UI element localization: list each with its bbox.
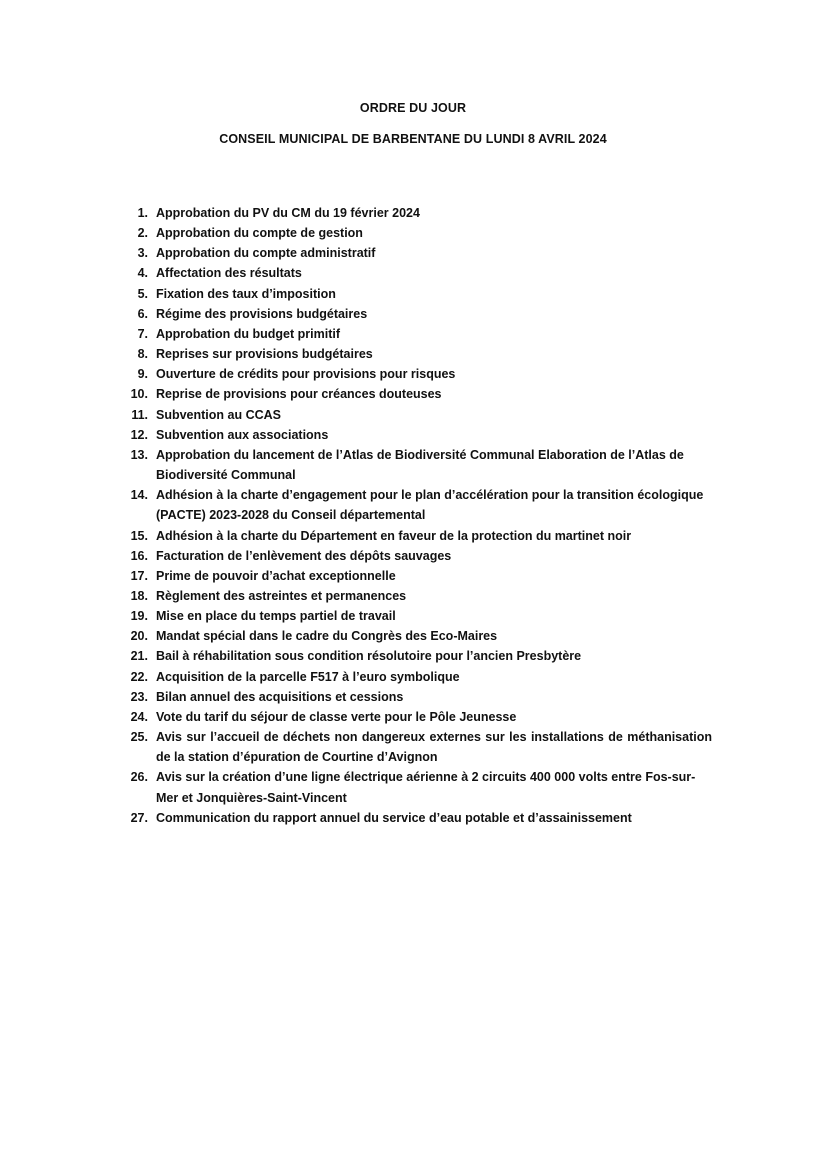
item-number: 24. bbox=[130, 709, 148, 724]
item-number: 22. bbox=[130, 669, 148, 684]
item-number: 7. bbox=[137, 326, 148, 341]
agenda-item bbox=[120, 405, 712, 425]
document-subtitle: CONSEIL MUNICIPAL DE BARBENTANE DU LUNDI 8 AVRIL 2024 bbox=[219, 132, 607, 146]
item-number: 12. bbox=[130, 427, 148, 442]
agenda-item bbox=[120, 566, 712, 586]
agenda-item bbox=[120, 606, 712, 626]
agenda-item bbox=[120, 324, 712, 344]
item-text: Mandat spécial dans le cadre du Congrès des Eco-Maires bbox=[156, 629, 498, 644]
item-number: 5. bbox=[137, 286, 148, 301]
agenda-item bbox=[120, 384, 712, 404]
agenda-item bbox=[120, 243, 712, 263]
item-text: Approbation du budget primitif bbox=[156, 326, 340, 341]
agenda-item bbox=[120, 304, 712, 324]
item-number: 27. bbox=[130, 810, 148, 825]
item-number: 3. bbox=[137, 246, 148, 261]
agenda-item bbox=[120, 425, 712, 445]
item-text: Ouverture de crédits pour provisions pour risques bbox=[156, 367, 456, 382]
item-text: Mise en place du temps partiel de travail bbox=[156, 609, 396, 624]
item-number: 19. bbox=[130, 609, 148, 624]
item-number: 11. bbox=[131, 407, 148, 422]
item-number: 10. bbox=[130, 387, 148, 402]
item-text: Facturation de l’enlèvement des dépôts sauvages bbox=[156, 548, 452, 563]
item-text: Acquisition de la parcelle F517 à l’euro symbolique bbox=[156, 669, 460, 684]
item-number: 1. bbox=[137, 206, 148, 220]
item-text: Bilan annuel des acquisitions et cessions bbox=[156, 689, 404, 704]
item-text: Avis sur l’accueil de déchets non dangereux externes sur les installations de méthanisation de la station d’épuration de Courtine d’Avignon bbox=[156, 730, 712, 765]
agenda-item bbox=[120, 364, 712, 384]
item-number: 4. bbox=[137, 266, 148, 281]
item-number: 9. bbox=[137, 367, 148, 382]
item-text: Adhésion à la charte d’engagement pour le plan d’accélération pour la transition écologique (PACTE) 2023-2028 du Conseil départemental bbox=[156, 488, 704, 523]
agenda-item bbox=[120, 485, 712, 525]
agenda-item bbox=[120, 707, 712, 727]
agenda-item bbox=[120, 344, 712, 364]
item-text: Approbation du PV du CM du 19 février 2024 bbox=[156, 206, 420, 220]
item-number: 16. bbox=[130, 548, 148, 563]
item-text: Règlement des astreintes et permanences bbox=[156, 588, 407, 603]
item-number: 23. bbox=[130, 689, 148, 704]
item-number: 14. bbox=[130, 488, 148, 503]
item-text: Reprises sur provisions budgétaires bbox=[156, 347, 373, 362]
item-number: 2. bbox=[137, 226, 148, 241]
item-number: 18. bbox=[130, 588, 148, 603]
item-text: Subvention aux associations bbox=[156, 427, 329, 442]
item-text: Prime de pouvoir d’achat exceptionnelle bbox=[156, 568, 396, 583]
agenda-item bbox=[120, 546, 712, 566]
item-number: 17. bbox=[130, 568, 148, 583]
agenda-item bbox=[120, 727, 712, 767]
item-text: Reprise de provisions pour créances douteuses bbox=[156, 387, 442, 402]
item-number: 20. bbox=[130, 629, 148, 644]
item-text: Adhésion à la charte du Département en faveur de la protection du martinet noir bbox=[156, 528, 632, 543]
item-text: Bail à réhabilitation sous condition résolutoire pour l’ancien Presbytère bbox=[156, 649, 582, 664]
item-number: 26. bbox=[130, 770, 148, 785]
item-number: 21. bbox=[130, 649, 148, 664]
item-number: 25. bbox=[130, 730, 148, 745]
agenda-item bbox=[120, 687, 712, 707]
agenda-item bbox=[120, 445, 712, 485]
item-number: 6. bbox=[137, 306, 148, 321]
agenda-item bbox=[120, 626, 712, 646]
item-text: Approbation du compte de gestion bbox=[156, 226, 363, 241]
agenda-item bbox=[120, 586, 712, 606]
item-text: Fixation des taux d’imposition bbox=[156, 286, 336, 301]
item-number: 8. bbox=[137, 347, 148, 362]
item-text: Approbation du compte administratif bbox=[156, 246, 376, 261]
item-text: Affectation des résultats bbox=[156, 266, 302, 281]
agenda-item bbox=[120, 263, 712, 283]
agenda-item bbox=[120, 667, 712, 687]
agenda-list bbox=[120, 203, 712, 828]
agenda-item bbox=[120, 203, 712, 223]
item-text: Avis sur la création d’une ligne électrique aérienne à 2 circuits 400 000 volts entre Fos-sur-Mer et Jonquières-Saint-Vincent bbox=[156, 770, 696, 805]
agenda-item bbox=[120, 646, 712, 666]
item-text: Communication du rapport annuel du service d’eau potable et d’assainissement bbox=[156, 810, 632, 825]
item-text: Régime des provisions budgétaires bbox=[156, 306, 368, 321]
agenda-item bbox=[120, 284, 712, 304]
document-title: ORDRE DU JOUR bbox=[359, 101, 467, 115]
item-number: 13. bbox=[130, 447, 148, 462]
agenda-item bbox=[120, 767, 712, 807]
item-text: Vote du tarif du séjour de classe verte pour le Pôle Jeunesse bbox=[156, 709, 517, 724]
agenda-item bbox=[120, 808, 712, 828]
item-number: 15. bbox=[130, 528, 148, 543]
item-text: Approbation du lancement de l’Atlas de Biodiversité Communal Elaboration de l’Atlas de Biodiversité Communal bbox=[156, 447, 684, 483]
item-text: Subvention au CCAS bbox=[156, 407, 282, 422]
agenda-item bbox=[120, 223, 712, 243]
agenda-item bbox=[120, 526, 712, 546]
